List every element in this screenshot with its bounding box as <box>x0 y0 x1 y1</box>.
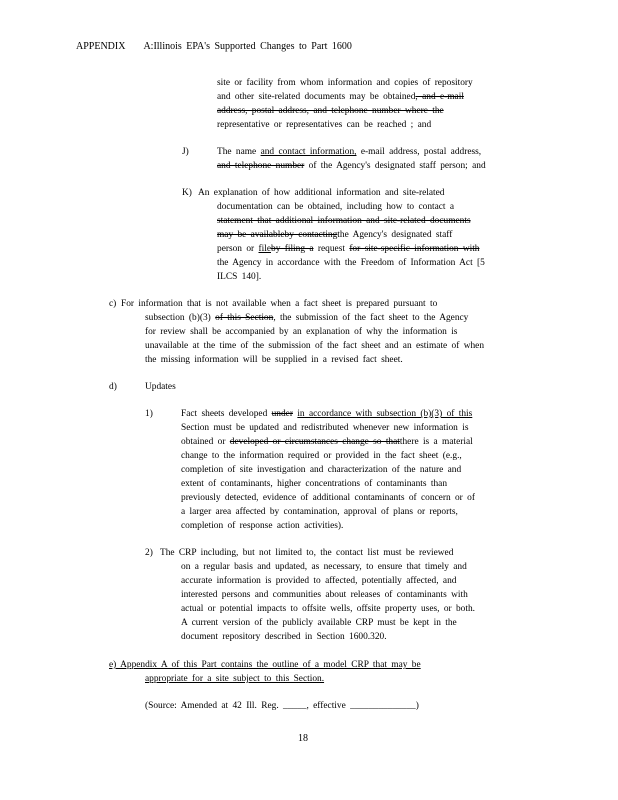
source-effective: , effective <box>306 701 346 711</box>
item-d1-line-9: completion of response action activities). <box>181 521 344 531</box>
source-note <box>145 700 419 712</box>
item-d2-line-4: interested persons and communities about releases of contaminants with <box>181 590 468 600</box>
item-d2-line-6: A current version of the publicly available CRP must be kept in the <box>181 618 457 628</box>
item-d1-line-7: previously detected, evidence of additional contaminants of concern or of <box>181 493 475 503</box>
source-blank-reg: _____ <box>283 701 307 711</box>
item-i-line-1: site or facility from whom information and copies of repository <box>217 78 473 88</box>
item-d1-deleted-under: under <box>271 409 293 419</box>
item-j-label: J) <box>182 147 189 157</box>
item-d2-line-2: on a regular basis and updated, as necessary, to ensure that timely and <box>181 562 467 572</box>
item-c-text-2c: , the submission of the fact sheet to the Agency <box>273 313 469 323</box>
source-blank-date: ______________ <box>350 701 416 711</box>
item-k-line-1: An explanation of how additional information and site-related <box>198 188 445 198</box>
item-j-line-1 <box>217 146 481 158</box>
item-k-line-3-deleted: statement that additional information and site-related documents <box>217 216 471 226</box>
item-d1-line-4: change to the information required or provided in the fact sheet (e.g., <box>181 451 462 461</box>
item-d2-line-7: document repository described in Section 1600.320. <box>181 632 387 642</box>
item-e-line-1: e) Appendix A of this Part contains the outline of a model CRP that may be <box>109 660 421 670</box>
item-j-deleted-phone: and telephone number <box>217 161 305 171</box>
item-k-text-5a: person or <box>217 244 255 254</box>
item-k-label: K) <box>182 188 192 198</box>
item-k-deleted-filing: by filing a <box>271 244 314 254</box>
item-d2-line-1: The CRP including, but not limited to, the contact list must be reviewed <box>160 548 454 558</box>
source-text: (Source: Amended at 42 Ill. Reg. <box>145 701 279 711</box>
item-d2-line-3: accurate information is provided to affected, potentially affected, and <box>181 576 457 586</box>
item-d1-deleted-developed: developed or circumstances change so that <box>229 437 400 447</box>
item-d1-line-3 <box>181 436 473 448</box>
item-k-text-4c: the Agency's designated staff <box>337 230 453 240</box>
item-k-line-6: the Agency in accordance with the Freedom of Information Act [5 <box>217 258 485 268</box>
item-k-text-5d: request <box>317 244 345 254</box>
item-d1-inserted-accordance: in accordance with subsection (b)(3) of this <box>297 409 473 419</box>
item-c-line-1: For information that is not available when a fact sheet is prepared pursuant to <box>121 299 438 309</box>
item-j-line-2 <box>217 160 486 172</box>
item-k-deleted-available: may be available <box>217 230 285 240</box>
item-k-deleted-site-specific: for site-specific information with <box>349 244 480 254</box>
item-d2-label: 2) <box>145 548 153 558</box>
item-i-line-2-text: and other site-related documents may be obtained <box>217 92 416 102</box>
item-d1-line-6: extent of contaminants, higher concentrations of contaminants than <box>181 479 448 489</box>
item-d1-text-1a: Fact sheets developed <box>181 409 268 419</box>
item-c-text-2a: subsection (b)(3) <box>145 313 211 323</box>
item-d1-line-8: a larger area affected by contamination, approval of plans or reports, <box>181 507 458 517</box>
item-i-line-4: representative or representatives can be reached ; and <box>217 120 432 130</box>
item-d-label: d) <box>109 382 117 392</box>
item-c-line-5: the missing information will be supplied in a revised fact sheet. <box>145 355 403 365</box>
item-j-text-c: e-mail address, postal address, <box>360 147 482 157</box>
item-e-line-2: appropriate for a site subject to this Section. <box>145 674 325 684</box>
item-i-line-2 <box>217 91 464 103</box>
item-d1-line-5: completion of site investigation and characterization of the nature and <box>181 465 462 475</box>
item-k-text-2a: documentation can be obtained, including how to <box>217 202 415 212</box>
item-d1-text-3a: obtained or <box>181 437 226 447</box>
item-d1-text-3c: there is a material <box>399 437 473 447</box>
item-k-inserted-file: file <box>258 244 271 254</box>
item-k-line-5 <box>217 243 480 255</box>
item-j-text-a: The name <box>217 147 257 157</box>
item-d1-label: 1) <box>145 409 153 419</box>
item-c-line-4: unavailable at the time of the submission of the fact sheet and an estimate of when <box>145 341 485 351</box>
item-k-deleted-contacting: by contacting <box>284 230 338 240</box>
header <box>76 41 352 53</box>
header-appendix: APPENDIX <box>76 41 126 52</box>
header-title: A:Illinois EPA's Supported Changes to Part 1600 <box>143 41 352 52</box>
item-j-text-e: of the Agency's designated staff person; and <box>308 161 486 171</box>
item-c-line-3: for review shall be accompanied by an explanation of why the information is <box>145 327 458 337</box>
item-i-deleted-email: , and e-mail <box>415 92 464 102</box>
item-d2-line-5: actual or potential impacts to offsite wells, offsite property uses, or both. <box>181 604 475 614</box>
item-d1-line-2: Section must be updated and redistributed whenever new information is <box>181 423 469 433</box>
source-close: ) <box>415 701 419 711</box>
item-c-label: c) <box>109 299 117 309</box>
item-d-title: Updates <box>145 382 176 392</box>
item-c-line-2 <box>145 312 468 324</box>
item-d1-line-1 <box>181 408 472 420</box>
item-i-line-3-deleted: address, postal address, and telephone number where the <box>217 106 444 116</box>
item-k-text-2b: contact a <box>418 202 455 212</box>
item-k-line-7: ILCS 140]. <box>217 272 262 282</box>
item-c-deleted-section: of this Section <box>215 313 274 323</box>
page-number: 18 <box>298 733 308 744</box>
item-k-line-2 <box>217 201 454 213</box>
item-k-line-4 <box>217 229 452 241</box>
item-j-inserted-contact: and contact information, <box>260 147 357 157</box>
